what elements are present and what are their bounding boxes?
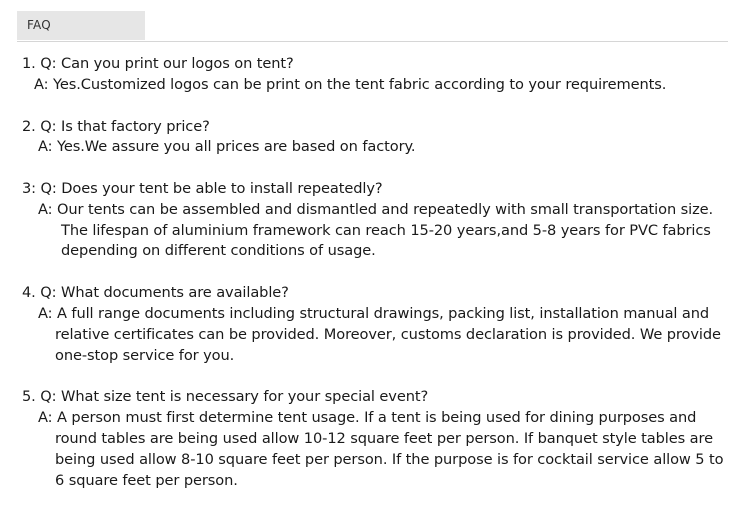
answer-4-line-2: relative certificates can be provided. Moreover, customs declaration is provided. We provide bbox=[55, 326, 721, 343]
answer-3-line-3: depending on different conditions of usage. bbox=[61, 242, 376, 259]
divider bbox=[17, 41, 728, 42]
answer-5-line-4: 6 square feet per person. bbox=[55, 472, 238, 489]
question-5: 5. Q: What size tent is necessary for your special event? bbox=[22, 388, 429, 405]
answer-5-line-2: round tables are being used allow 10-12 square feet per person. If banquet style tables are bbox=[55, 430, 713, 447]
question-3: 3: Q: Does your tent be able to install repeatedly? bbox=[22, 180, 383, 197]
answer-3-line-1: A: Our tents can be assembled and dismantled and repeatedly with small transportation size. bbox=[38, 201, 714, 218]
question-4: 4. Q: What documents are available? bbox=[22, 284, 289, 301]
answer-1-line-1: A: Yes.Customized logos can be print on the tent fabric according to your requirements. bbox=[34, 76, 667, 93]
answer-4-line-3: one-stop service for you. bbox=[55, 347, 235, 364]
answer-5-line-3: being used allow 8-10 square feet per person. If the purpose is for cocktail service allow 5 to bbox=[55, 451, 724, 468]
answer-3-line-2: The lifespan of aluminium framework can reach 15-20 years,and 5-8 years for PVC fabrics bbox=[61, 222, 711, 239]
question-1: 1. Q: Can you print our logos on tent? bbox=[22, 55, 294, 72]
question-2: 2. Q: Is that factory price? bbox=[22, 118, 210, 135]
answer-4-line-1: A: A full range documents including structural drawings, packing list, installation manual and bbox=[38, 305, 710, 322]
answer-2-line-1: A: Yes.We assure you all prices are based on factory. bbox=[38, 138, 416, 155]
answer-5-line-1: A: A person must first determine tent usage. If a tent is being used for dining purposes and bbox=[38, 409, 697, 426]
faq-tab: FAQ bbox=[17, 11, 145, 40]
